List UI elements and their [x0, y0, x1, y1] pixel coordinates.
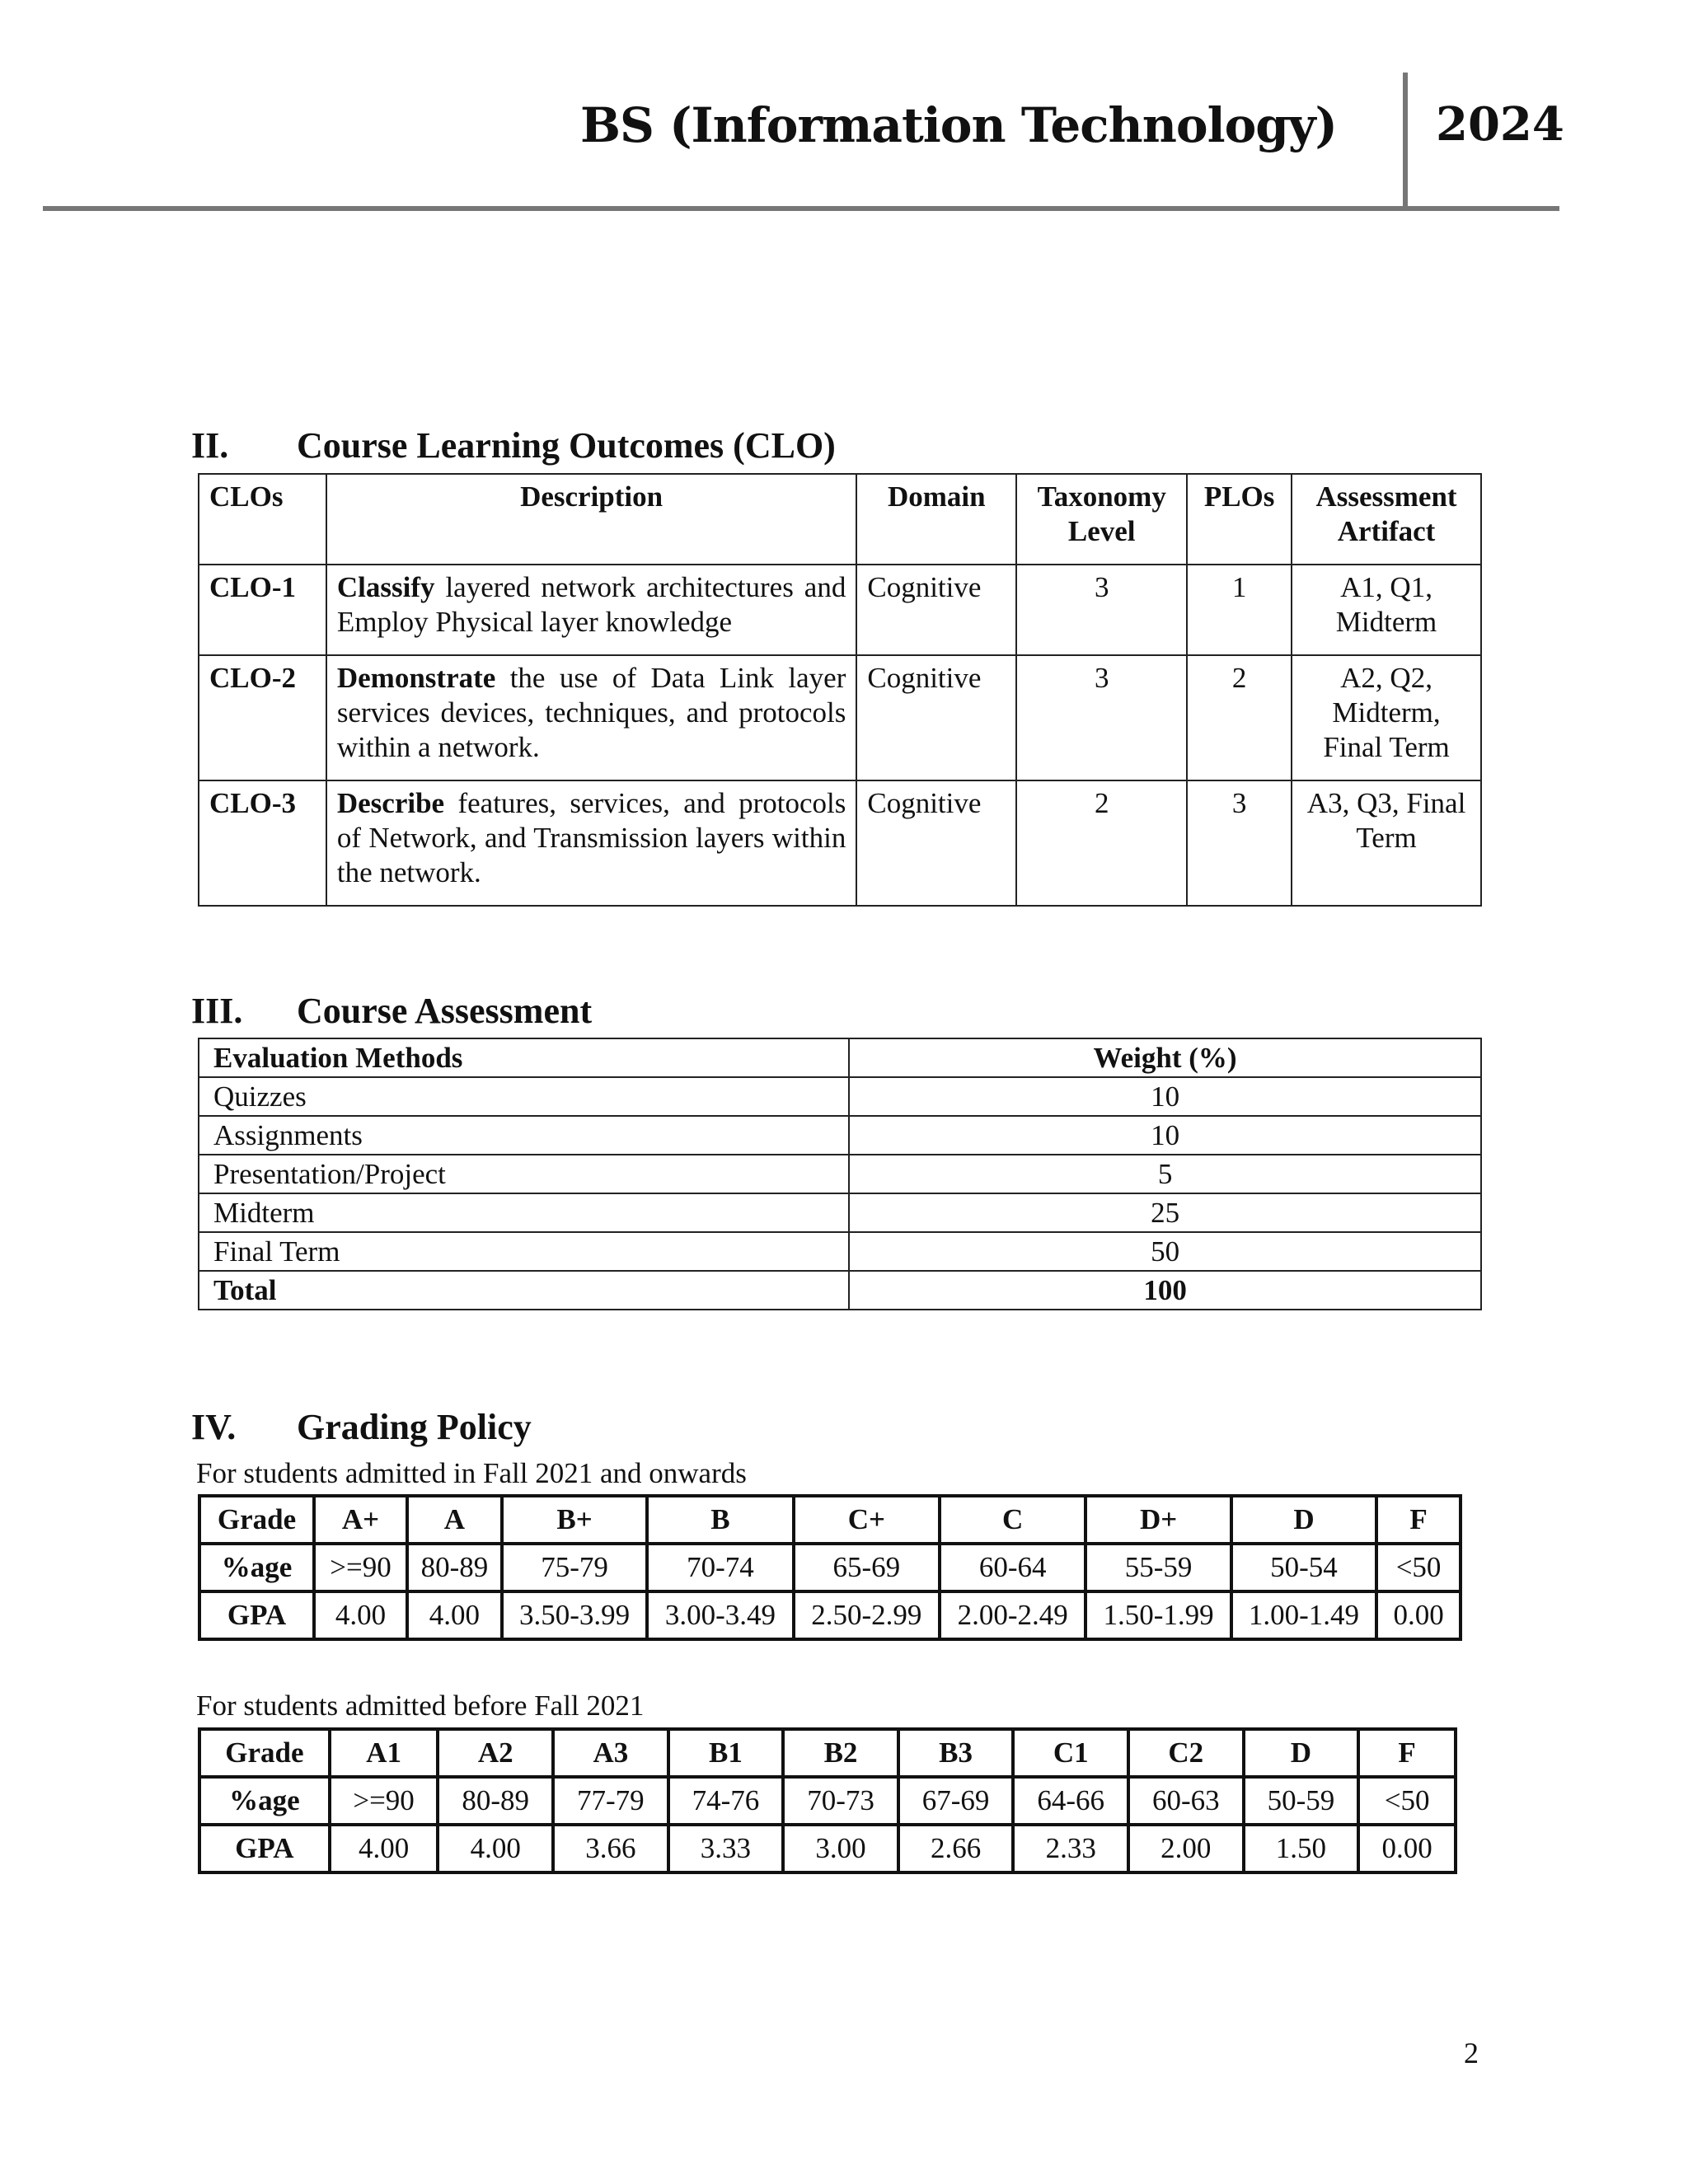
percentage-cell: 67-69 — [898, 1777, 1014, 1825]
column-header: Weight (%) — [849, 1038, 1481, 1077]
grade-cell: C1 — [1013, 1729, 1128, 1777]
gpa-cell: 3.00-3.49 — [647, 1591, 793, 1639]
gpa-cell: 3.66 — [553, 1825, 668, 1872]
document-title: BS (Information Technology) — [579, 97, 1337, 153]
column-header: Evaluation Methods — [199, 1038, 849, 1077]
clo-taxonomy-level: 2 — [1016, 780, 1187, 906]
header-divider-horizontal — [43, 206, 1559, 211]
grade-cell: B+ — [502, 1496, 647, 1544]
table-row — [199, 1232, 1481, 1271]
table-row — [199, 655, 1481, 780]
grade-cell: D+ — [1085, 1496, 1231, 1544]
row-label: Grade — [199, 1729, 330, 1777]
clo-taxonomy-level: 3 — [1016, 655, 1187, 780]
table-row — [199, 565, 1481, 655]
clo-id: CLO-1 — [199, 565, 326, 655]
assessment-table — [198, 1038, 1482, 1310]
percentage-cell: 77-79 — [553, 1777, 668, 1825]
grade-cell: F — [1358, 1729, 1456, 1777]
grading-table-old — [198, 1727, 1457, 1874]
grade-cell: C2 — [1128, 1729, 1244, 1777]
gpa-cell: 3.50-3.99 — [502, 1591, 647, 1639]
gpa-cell: 1.50-1.99 — [1085, 1591, 1231, 1639]
gpa-cell: 4.00 — [438, 1825, 553, 1872]
clo-description — [326, 655, 857, 780]
grade-cell: B1 — [668, 1729, 784, 1777]
clo-table — [198, 473, 1482, 907]
total-row — [199, 1271, 1481, 1310]
clo-section-heading — [191, 424, 836, 466]
total-label: Total — [199, 1271, 849, 1310]
section-number: III. — [191, 991, 243, 1031]
clo-artifact: A3, Q3, Final Term — [1292, 780, 1481, 906]
clo-artifact: A1, Q1, Midterm — [1292, 565, 1481, 655]
page-number: 2 — [1464, 2036, 1479, 2069]
row-label: %age — [199, 1544, 314, 1591]
clo-id: CLO-3 — [199, 780, 326, 906]
evaluation-method: Presentation/Project — [199, 1155, 849, 1193]
clo-description-text: features, services, and protocols of Network, and Transmission layers within the network. — [336, 787, 846, 888]
evaluation-weight: 5 — [849, 1155, 1481, 1193]
gpa-cell: 2.33 — [1013, 1825, 1128, 1872]
percentage-cell: 64-66 — [1013, 1777, 1128, 1825]
table-header-row — [199, 1038, 1481, 1077]
clo-verb: Demonstrate — [336, 662, 496, 694]
evaluation-weight: 10 — [849, 1077, 1481, 1116]
grade-cell: B — [647, 1496, 793, 1544]
gpa-cell: 0.00 — [1376, 1591, 1461, 1639]
clo-domain: Cognitive — [856, 780, 1016, 906]
percentage-cell: 70-73 — [783, 1777, 898, 1825]
clo-verb: Classify — [336, 571, 435, 603]
row-label: GPA — [199, 1825, 330, 1872]
grade-cell: A3 — [553, 1729, 668, 1777]
assessment-section-heading — [191, 990, 592, 1032]
evaluation-weight: 50 — [849, 1232, 1481, 1271]
clo-description-text: the use of Data Link layer services devices, techniques, and protocols within a network. — [336, 662, 846, 763]
clo-artifact: A2, Q2, Midterm, Final Term — [1292, 655, 1481, 780]
percentage-row — [199, 1777, 1456, 1825]
table-header-row — [199, 474, 1481, 565]
percentage-cell: 50-54 — [1231, 1544, 1376, 1591]
gpa-cell: 3.00 — [783, 1825, 898, 1872]
column-header: Domain — [856, 474, 1016, 565]
percentage-cell: <50 — [1376, 1544, 1461, 1591]
gpa-row — [199, 1825, 1456, 1872]
grade-cell: A2 — [438, 1729, 553, 1777]
gpa-cell: 4.00 — [407, 1591, 502, 1639]
percentage-cell: 55-59 — [1085, 1544, 1231, 1591]
old-policy-caption: For students admitted before Fall 2021 — [196, 1690, 645, 1722]
grade-cell: C+ — [794, 1496, 940, 1544]
clo-domain: Cognitive — [856, 655, 1016, 780]
section-title: Grading Policy — [297, 1407, 532, 1447]
table-row — [199, 1193, 1481, 1232]
header-divider-vertical — [1403, 73, 1408, 209]
percentage-row — [199, 1544, 1461, 1591]
gpa-cell: 2.66 — [898, 1825, 1014, 1872]
grade-cell: A — [407, 1496, 502, 1544]
percentage-cell: <50 — [1358, 1777, 1456, 1825]
gpa-cell: 0.00 — [1358, 1825, 1456, 1872]
clo-description — [326, 565, 857, 655]
grade-cell: F — [1376, 1496, 1461, 1544]
column-header: CLOs — [199, 474, 326, 565]
section-number: IV. — [191, 1407, 237, 1447]
gpa-cell: 2.50-2.99 — [794, 1591, 940, 1639]
gpa-row — [199, 1591, 1461, 1639]
clo-taxonomy-level: 3 — [1016, 565, 1187, 655]
grade-cell: C — [940, 1496, 1085, 1544]
grading-table-new — [198, 1494, 1462, 1641]
table-row — [199, 1155, 1481, 1193]
document-year: 2024 — [1436, 97, 1564, 152]
percentage-cell: 74-76 — [668, 1777, 784, 1825]
grade-cell: A1 — [330, 1729, 438, 1777]
grade-cell: B2 — [783, 1729, 898, 1777]
percentage-cell: 65-69 — [794, 1544, 940, 1591]
table-row — [199, 1116, 1481, 1155]
evaluation-weight: 10 — [849, 1116, 1481, 1155]
gpa-cell: 4.00 — [330, 1825, 438, 1872]
column-header: Assessment Artifact — [1292, 474, 1481, 565]
column-header: Taxonomy Level — [1016, 474, 1187, 565]
section-title: Course Assessment — [297, 991, 593, 1031]
row-label: GPA — [199, 1591, 314, 1639]
clo-domain: Cognitive — [856, 565, 1016, 655]
percentage-cell: 60-63 — [1128, 1777, 1244, 1825]
gpa-cell: 2.00-2.49 — [940, 1591, 1085, 1639]
gpa-cell: 3.33 — [668, 1825, 784, 1872]
gpa-cell: 2.00 — [1128, 1825, 1244, 1872]
clo-description-text: layered network architectures and Employ Physical layer knowledge — [336, 571, 846, 638]
grade-row — [199, 1729, 1456, 1777]
column-header: Description — [326, 474, 857, 565]
section-title: Course Learning Outcomes (CLO) — [297, 425, 836, 466]
clo-plo: 3 — [1187, 780, 1292, 906]
gpa-cell: 1.00-1.49 — [1231, 1591, 1376, 1639]
row-label: %age — [199, 1777, 330, 1825]
gpa-cell: 1.50 — [1244, 1825, 1359, 1872]
grade-cell: A+ — [314, 1496, 407, 1544]
grade-cell: D — [1231, 1496, 1376, 1544]
evaluation-weight: 25 — [849, 1193, 1481, 1232]
percentage-cell: 60-64 — [940, 1544, 1085, 1591]
clo-plo: 2 — [1187, 655, 1292, 780]
grade-row — [199, 1496, 1461, 1544]
column-header: PLOs — [1187, 474, 1292, 565]
percentage-cell: 50-59 — [1244, 1777, 1359, 1825]
table-row — [199, 780, 1481, 906]
clo-verb: Describe — [336, 787, 445, 819]
table-row — [199, 1077, 1481, 1116]
evaluation-method: Final Term — [199, 1232, 849, 1271]
evaluation-method: Quizzes — [199, 1077, 849, 1116]
grade-cell: D — [1244, 1729, 1359, 1777]
page-header — [43, 73, 1564, 213]
total-weight: 100 — [849, 1271, 1481, 1310]
percentage-cell: 80-89 — [407, 1544, 502, 1591]
clo-id: CLO-2 — [199, 655, 326, 780]
percentage-cell: >=90 — [330, 1777, 438, 1825]
row-label: Grade — [199, 1496, 314, 1544]
section-number: II. — [191, 425, 229, 466]
percentage-cell: >=90 — [314, 1544, 407, 1591]
evaluation-method: Assignments — [199, 1116, 849, 1155]
percentage-cell: 80-89 — [438, 1777, 553, 1825]
percentage-cell: 70-74 — [647, 1544, 793, 1591]
new-policy-caption: For students admitted in Fall 2021 and onwards — [196, 1457, 747, 1489]
percentage-cell: 75-79 — [502, 1544, 647, 1591]
clo-description — [326, 780, 857, 906]
grading-section-heading — [191, 1406, 532, 1448]
grade-cell: B3 — [898, 1729, 1014, 1777]
evaluation-method: Midterm — [199, 1193, 849, 1232]
gpa-cell: 4.00 — [314, 1591, 407, 1639]
clo-plo: 1 — [1187, 565, 1292, 655]
